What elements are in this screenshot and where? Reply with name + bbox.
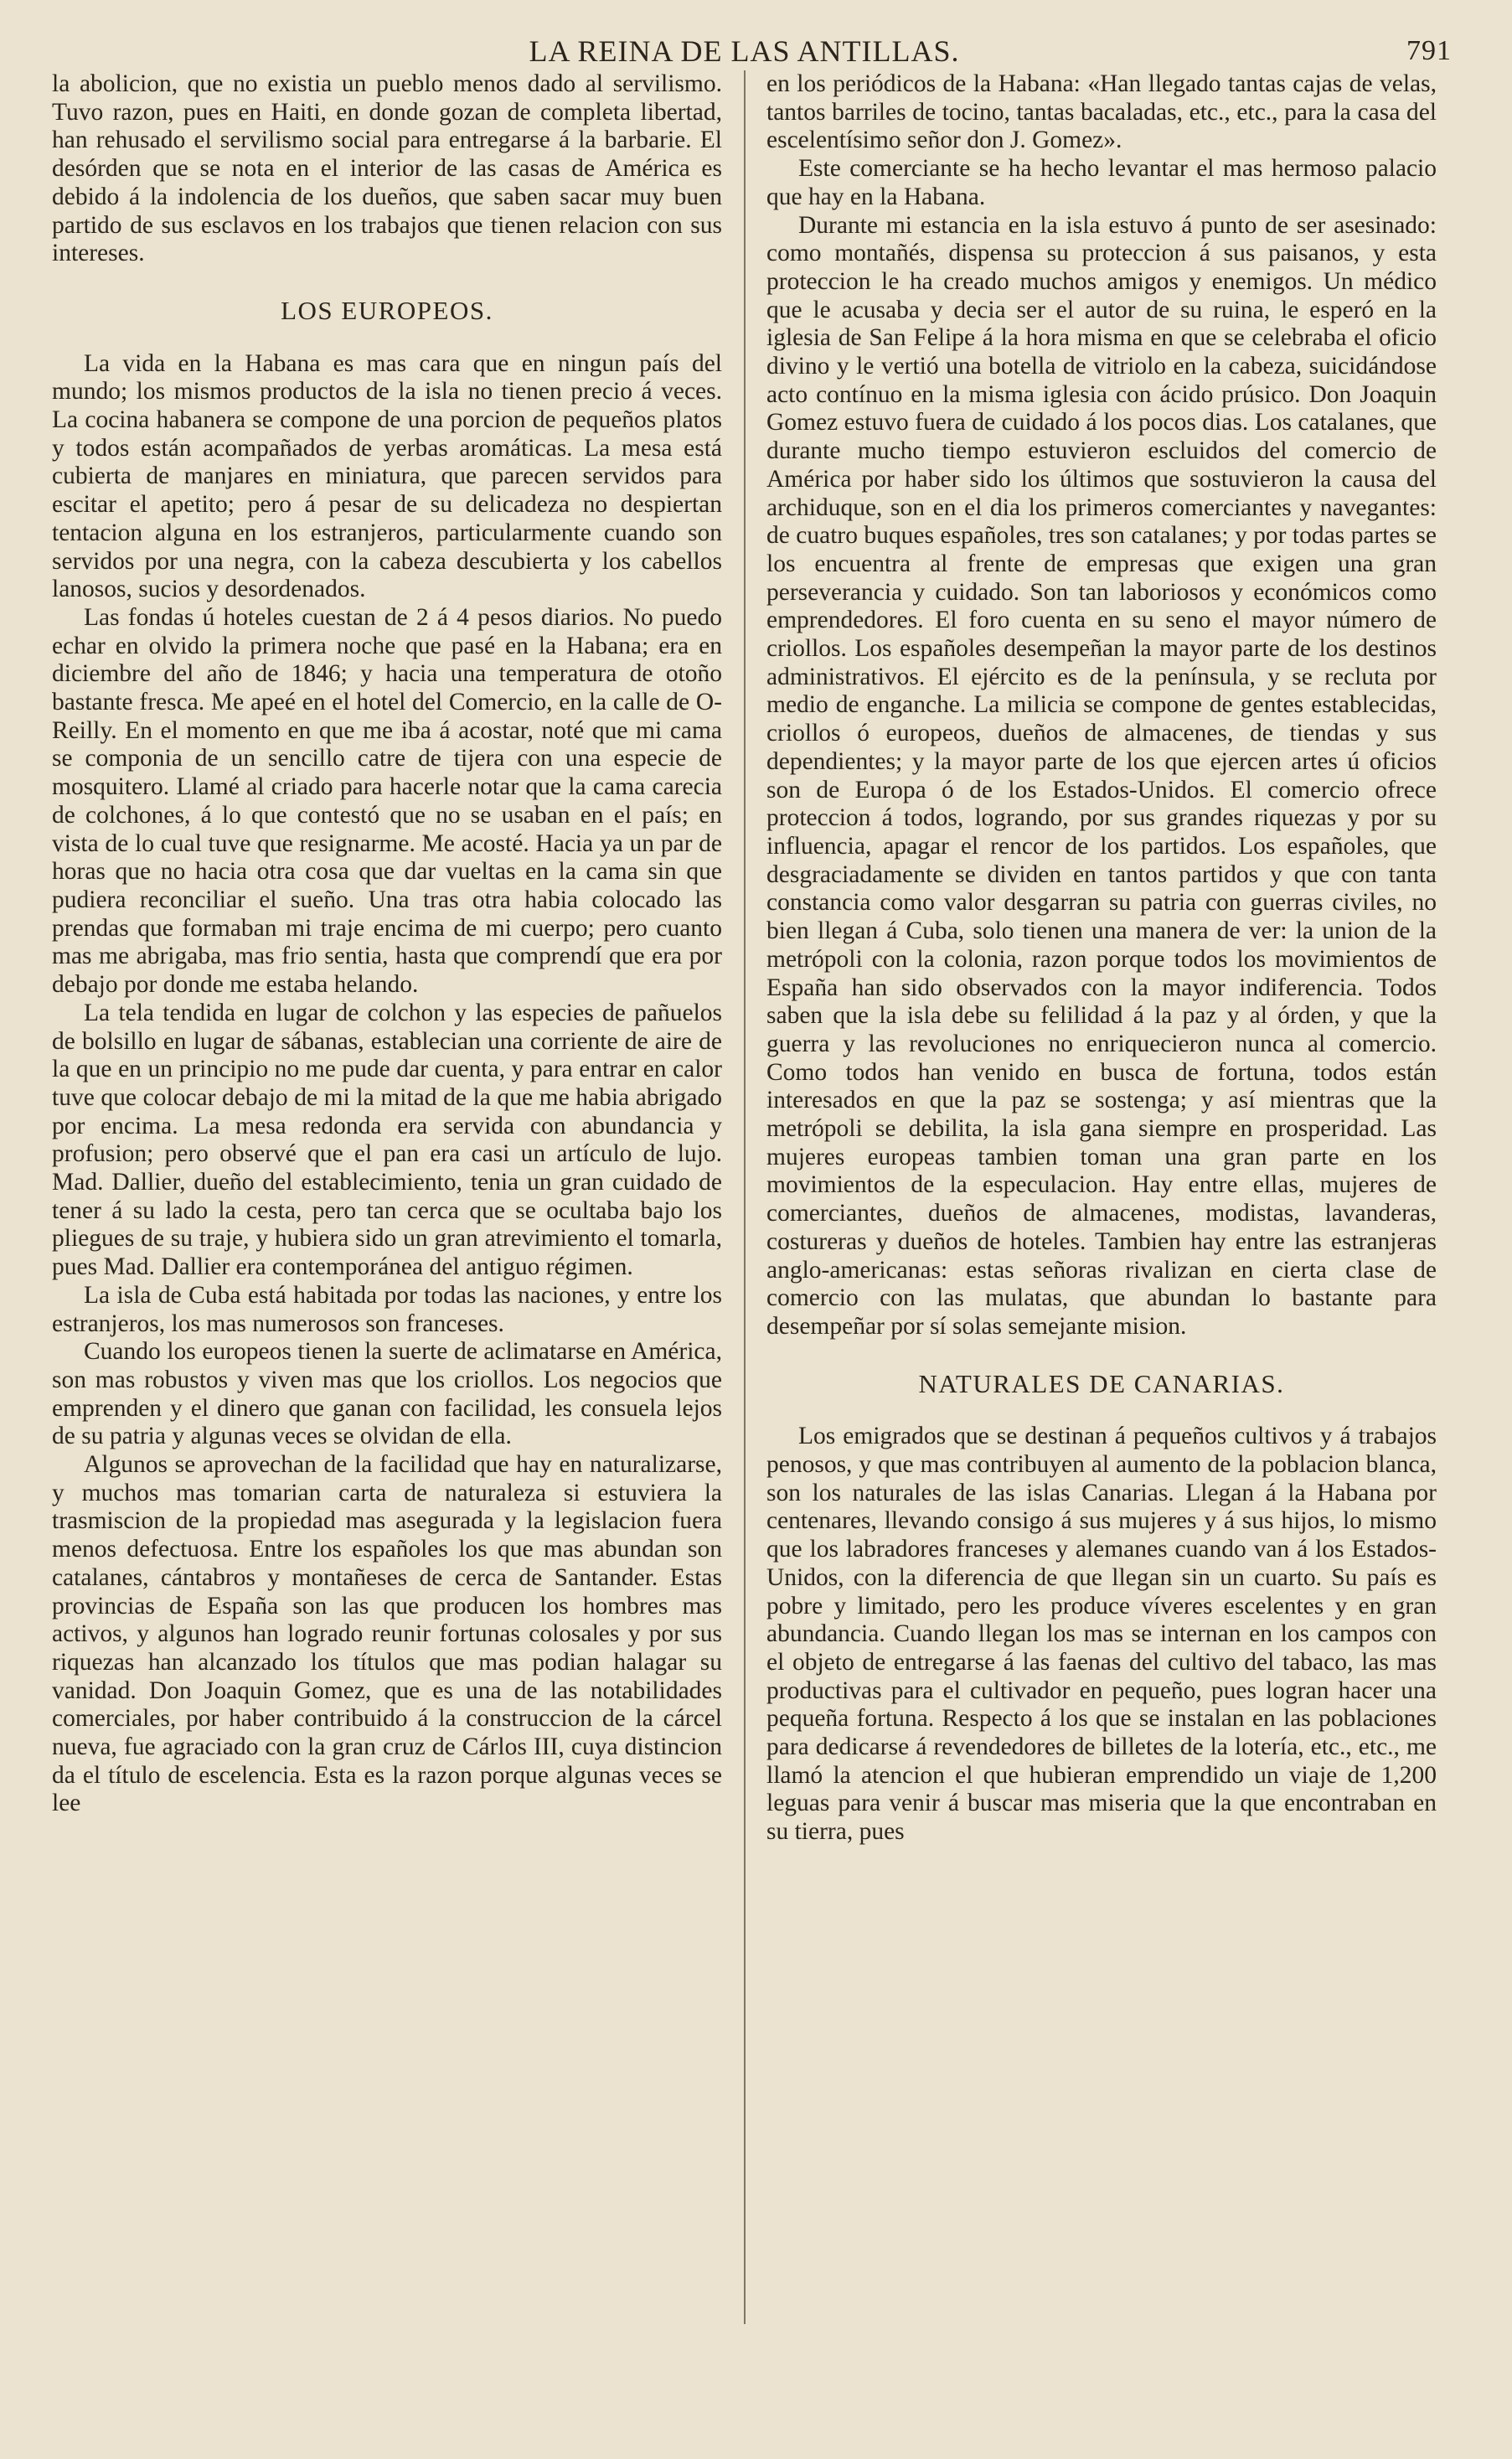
paragraph: La tela tendida en lugar de colchon y las especies de pañuelos de bolsillo en lugar de sábanas, establecian una corriente de aire de la que en un principio no me pude dar cuenta, y para entrar en calor tuve que colocar debajo de mi la mitad de la que me habia abrigado por encima. La mesa redonda era servida con abundancia y profusion; pero observé que el pan era casi un artículo de lujo. Mad. Dallier, dueño del establecimiento, tenia un gran cuidado de tener á su lado la cesta, pero tan cerca que se ocultaba bajo los pliegues de su traje, y hubiera sido un gran atrevimiento el tomarla, pues Mad. Dallier era contemporánea del antiguo régimen.: [52, 999, 722, 1281]
paragraph: la abolicion, que no existia un pueblo menos dado al servilismo. Tuvo razon, pues en Haiti, en donde gozan de completa libertad, han rehusado el servilismo social para entregarse á la barbarie. El desórden que se nota en el interior de las casas de América es debido á la indolencia de los dueños, que saben sacar muy buen partido de sus esclavos en los trabajos que tienen relacion con sus intereses.: [52, 70, 722, 267]
page-number: 791: [1406, 35, 1452, 66]
paragraph: Algunos se aprovechan de la facilidad que hay en naturalizarse, y muchos mas tomarian carta de naturaleza si estuviera la trasmiscion de la propiedad mas asegurada y la legislacion fuera menos defectuosa. Entre los españoles los que mas abundan son catalanes, cántabros y montañeses de cerca de Santander. Estas provincias de España son las que producen los hombres mas activos, y algunos han logrado reunir fortunas colosales y por sus riquezas han alcanzado los títulos que mas podian halagar su vanidad. Don Joaquin Gomez, que es una de las notabilidades comerciales, por haber contribuido á la construccion de la cárcel nueva, fue agraciado con la gran cruz de Cárlos III, cuya distincion da el título de escelencia. Esta es la razon porque algunas veces se lee: [52, 1451, 722, 1817]
left-column: [52, 70, 722, 1847]
paragraph: La isla de Cuba está habitada por todas las naciones, y entre los estranjeros, los mas numerosos son franceses.: [52, 1281, 722, 1337]
paragraph: Este comerciante se ha hecho levantar el mas hermoso palacio que hay en la Habana.: [766, 155, 1437, 210]
paragraph: La vida en la Habana es mas cara que en ningun país del mundo; los mismos productos de la isla no tienen precio á veces. La cocina habanera se compone de una porcion de pequeños platos y todos están acompañados de yerbas aromáticas. La mesa está cubierta de manjares en miniatura, que parecen servidos para escitar el apetito; pero á pesar de su delicadeza no despiertan tentacion alguna en los estranjeros, particularmente cuando son servidos por una negra, con la cabeza descubierta y los cabellos lanosos, sucios y desordenados.: [52, 349, 722, 603]
paragraph: Cuando los europeos tienen la suerte de aclimatarse en América, son mas robustos y viven mas que los criollos. Los negocios que emprenden y el dinero que ganan con facilidad, les consuela lejos de su patria y algunas veces se olvidan de ella.: [52, 1338, 722, 1450]
page-header: [52, 30, 1452, 68]
paragraph: Los emigrados que se destinan á pequeños cultivos y á trabajos penosos, y que mas contribuyen al aumento de la poblacion blanca, son los naturales de las islas Canarias. Llegan á la Habana por centenares, llevando consigo á sus mujeres y á sus hijos, lo mismo que los labradores franceses y alemanes cuando van á los Estados-Unidos, con la diferencia de que llegan sin un cuarto. Su país es pobre y limitado, pero les produce víveres escelentes y en gran abundancia. Cuando llegan los mas se internan en los campos con el objeto de entregarse á las faenas del cultivo del tabaco, las mas productivas para el cultivador en pequeño, pues logran hacer una pequeña fortuna. Respecto á los que se instalan en las poblaciones para dedicarse á revendedores de billetes de la lotería, etc., etc., me llamó la atencion el que hubieran emprendido un viaje de 1,200 leguas para venir á buscar mas miseria que la que encontraban en su tierra, pues: [766, 1423, 1437, 1846]
text-columns: [52, 70, 1437, 1847]
section-heading-europeos: LOS EUROPEOS.: [281, 295, 493, 325]
paragraph: Durante mi estancia en la isla estuvo á punto de ser asesinado: como montañés, dispensa su proteccion á sus paisanos, y esta proteccion le ha creado muchos amigos y enemigos. Un médico que le acusaba y decia ser el autor de su ruina, le esperó en la iglesia de San Felipe á la hora misma en que se celebraba el oficio divino y le vertió una botella de vitriolo en la cabeza, suicidándose acto contínuo en la misma iglesia con ácido prúsico. Don Joaquin Gomez estuvo fuera de cuidado á los pocos dias. Los catalanes, que durante mucho tiempo estuvieron escluidos del comercio de América por haber sido los últimos que sostuvieron la causa del archiduque, son en el dia los primeros comerciantes y navegantes: de cuatro buques españoles, tres son catalanes; y por todas partes se los encuentra al frente de empresas que exigen una gran perseverancia y cuidado. Son tan laboriosos y económicos como emprendedores. El foro cuenta en su seno el mayor número de criollos. Los españoles desempeñan la mayor parte de los destinos administrativos. El ejército es de la península, y se recluta por medio de enganche. La milicia se compone de gentes establecidas, criollos ó europeos, dueños de almacenes, de tiendas y sus dependientes; y la mayor parte de los que ejercen artes ú oficios son de Europa ó de los Estados-Unidos. El comercio ofrece proteccion á todos, logrando, por sus grandes riquezas y por su influencia, apagar el rencor de los partidos. Los españoles, que desgraciadamente se dividen en tantos partidos y que con tanta constancia como valor desgarran su patria con guerras civiles, no bien llegan á Cuba, solo tienen una manera de ver: la union de la metrópoli con la colonia, razon porque todos los movimientos de España han sido observados con la mayor indiferencia. Todos saben que la isla debe su felilidad á la paz y al órden, y que la guerra y las revoluciones no enriquecieron nunca al comercio. Como todos han venido en busca de fortuna, todos están interesados en que la paz se sostenga; y así mientras que la metrópoli se debilita, la isla gana siempre en prosperidad. Las mujeres europeas tambien toman una gran parte en los movimientos de la especulacion. Hay entre ellas, mujeres de comerciantes, dueños de almacenes, modistas, lavanderas, costureras y dueños de hoteles. Tambien hay entre las estranjeras anglo-americanas: estas señoras rivalizan en cierta clase de comercio con las mulatas, que abundan lo bastante para desempeñar por sí solas semejante mision.: [766, 211, 1437, 1340]
paragraph: Las fondas ú hoteles cuestan de 2 á 4 pesos diarios. No puedo echar en olvido la primera noche que pasé en la Habana; era en diciembre del año de 1846; y hacia una temperatura de otoño bastante fresca. Me apeé en el hotel del Comercio, en la calle de O-Reilly. En el momento en que me iba á acostar, noté que mi cama se componia de un sencillo catre de tijera con una especie de mosquitero. Llamé al criado para hacerle notar que la cama carecia de colchones, á lo que contestó que no se usaban en el país; en vista de lo cual tuve que resignarme. Me acosté. Hacia ya un par de horas que no hacia otra cosa que dar vueltas en la cama sin que pudiera reconciliar el sueño. Una tras otra habia colocado las prendas que formaban mi traje encima de mi cuerpo; pero cuanto mas me abrigaba, mas frio sentia, hasta que comprendí que era por debajo por donde me estaba helando.: [52, 603, 722, 999]
column-divider: [744, 70, 746, 2324]
running-title: LA REINA DE LAS ANTILLAS.: [529, 34, 960, 68]
right-column: [766, 70, 1437, 1847]
paragraph: en los periódicos de la Habana: «Han llegado tantas cajas de velas, tantos barriles de tocino, tantas bacaladas, etc., etc., para la casa del escelentísimo señor don J. Gomez».: [766, 70, 1437, 154]
section-heading-canarias: NATURALES DE CANARIAS.: [918, 1368, 1285, 1398]
